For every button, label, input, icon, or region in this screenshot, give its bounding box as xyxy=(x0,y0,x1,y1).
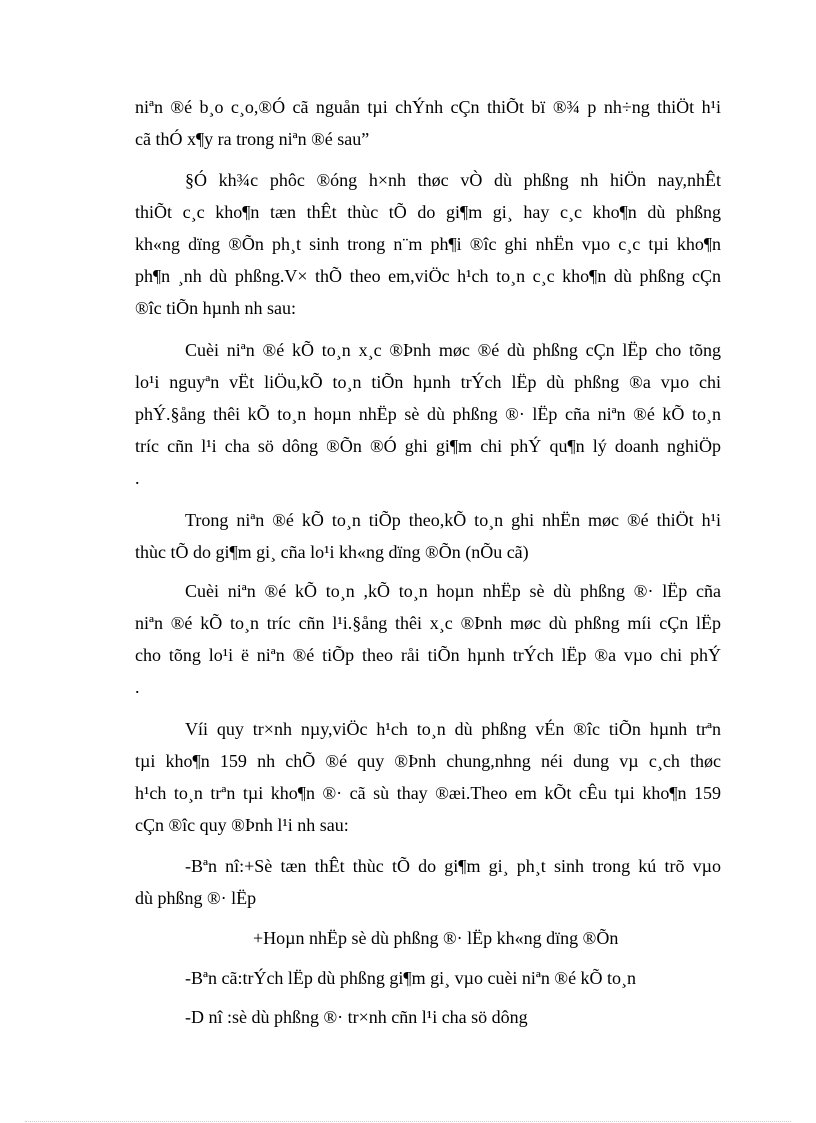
paragraph-line: . xyxy=(135,677,140,697)
paragraph-line: cÇn ®îc quy ®Þnh l¹i nh sau: xyxy=(135,815,349,835)
paragraph-line: . xyxy=(135,468,140,488)
paragraph-line: Víi quy tr×nh nµy,viÖc h¹ch to¸n dù phßng vÉn ®îc tiÕn hµnh trªn xyxy=(185,719,721,739)
paragraph-line: niªn ®é b¸o c¸o,®Ó cã nguån tµi chÝnh cÇn thiÕt bï ®¾ p nh÷ng thiÖt h¹i xyxy=(135,97,721,117)
paragraph-line: ®îc tiÕn hµnh nh sau: xyxy=(135,298,297,318)
paragraph-line: thiÕt c¸c kho¶n tæn thÊt thùc tÕ do gi¶m gi¸ hay c¸c kho¶n dù phßng xyxy=(135,202,721,222)
paragraph-line: tríc cñn l¹i cha sö dông ®Õn ®Ó ghi gi¶m chi phÝ qu¶n lý doanh nghiÖp xyxy=(135,436,721,456)
paragraph-line: Trong niªn ®é kÕ to¸n tiÕp theo,kÕ to¸n ghi nhËn møc ®é thiÖt h¹i xyxy=(185,510,721,530)
paragraph-line: +Hoµn nhËp sè dù phßng ®· lËp kh«ng dïng ®Õn xyxy=(253,928,619,948)
paragraph-line: cho tõng lo¹i ë niªn ®é tiÕp theo råi tiÕn hµnh trÝch lËp ®a vµo chi phÝ xyxy=(135,645,721,665)
paragraph-line: thùc tÕ do gi¶m gi¸ cña lo¹i kh«ng dïng ®Õn (nÕu cã) xyxy=(135,542,529,562)
paragraph-line: Cuèi niªn ®é kÕ to¸n x¸c ®Þnh møc ®é dù phßng cÇn lËp cho tõng xyxy=(185,340,721,360)
paragraph-line: niªn ®é kÕ to¸n tríc cñn l¹i.§ång thêi x¸c ®Þnh møc dù phßng míi cÇn lËp xyxy=(135,613,721,633)
paragraph-line: -Bªn nî:+Sè tæn thÊt thùc tÕ do gi¶m gi¸ ph¸t sinh trong kú trõ vµo xyxy=(185,856,721,876)
paragraph-line: Cuèi niªn ®é kÕ to¸n ,kÕ to¸n hoµn nhËp sè dù phßng ®· lËp cña xyxy=(185,581,721,601)
paragraph-line: tµi kho¶n 159 nh chÕ ®é quy ®Þnh chung,nhng néi dung vµ c¸ch thøc xyxy=(135,751,721,771)
paragraph-line: h¹ch to¸n trªn tµi kho¶n ®· cã sù thay ®æi.Theo em kÕt cÊu tµi kho¶n 159 xyxy=(135,783,721,803)
paragraph-line: phÝ.§ång thêi kÕ to¸n hoµn nhËp sè dù phßng ®· lËp cña niªn ®é kÕ to¸n xyxy=(135,404,721,424)
paragraph-line: ph¶n ¸nh dù phßng.V× thÕ theo em,viÖc h¹ch to¸n c¸c kho¶n dù phßng cÇn xyxy=(135,266,721,286)
paragraph-line: dù phßng ®· lËp xyxy=(135,888,257,908)
paragraph-line: kh«ng dïng ®Õn ph¸t sinh trong n¨m ph¶i ®îc ghi nhËn vµo c¸c tµi kho¶n xyxy=(135,234,721,254)
paragraph-line: lo¹i nguyªn vËt liÖu,kÕ to¸n tiÕn hµnh trÝch lËp dù phßng ®a vµo chi xyxy=(135,372,721,392)
footer-divider xyxy=(25,1121,791,1122)
paragraph-line: -D nî :sè dù phßng ®· tr×nh cñn l¹i cha sö dông xyxy=(185,1007,528,1027)
paragraph-line: §Ó kh¾c phôc ®óng h×nh thøc vÒ dù phßng nh hiÖn nay,nhÊt xyxy=(185,170,721,190)
paragraph-line: -Bªn cã:trÝch lËp dù phßng gi¶m gi¸ vµo cuèi niªn ®é kÕ to¸n xyxy=(185,968,637,988)
paragraph-line: cã thÓ x¶y ra trong niªn ®é sau” xyxy=(135,129,370,149)
